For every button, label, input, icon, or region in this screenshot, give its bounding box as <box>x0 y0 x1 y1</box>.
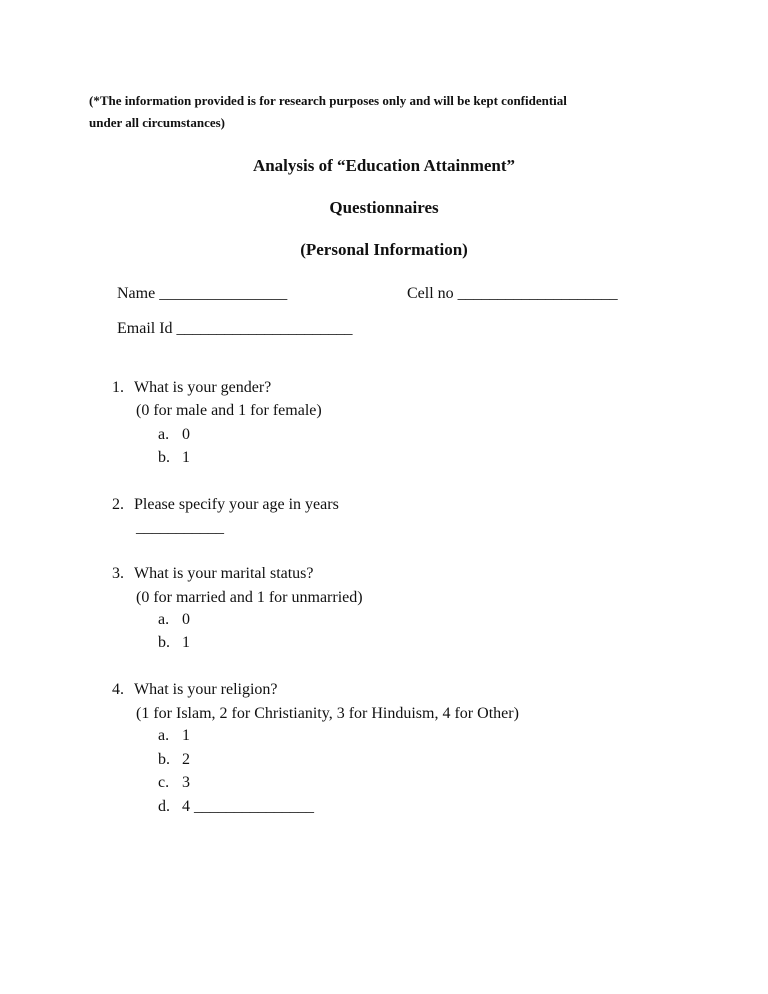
age-answer-blank[interactable]: ___________ <box>136 519 224 536</box>
question-number: 3. <box>112 565 124 582</box>
question-4-option-a[interactable] <box>158 727 190 745</box>
option-value: 1 <box>182 449 190 466</box>
disclaimer-line-2: under all circumstances) <box>89 115 226 130</box>
option-label: c. <box>158 774 170 791</box>
name-field[interactable]: Name ________________ <box>117 285 288 302</box>
option-label: a. <box>158 727 170 744</box>
disclaimer-line-1: (*The information provided is for research purposes only and will be kept confidential <box>89 93 567 108</box>
option-value: 0 <box>182 611 190 628</box>
option-label: b. <box>158 751 170 768</box>
option-value: 4 _______________ <box>182 798 314 815</box>
option-label: b. <box>158 449 170 466</box>
option-label: a. <box>158 426 170 443</box>
question-1 <box>112 379 271 397</box>
question-2 <box>112 496 339 514</box>
question-4-option-d[interactable] <box>158 798 314 816</box>
question-text: What is your religion? <box>134 681 278 698</box>
question-text: What is your marital status? <box>134 565 314 582</box>
section-heading: (Personal Information) <box>300 240 468 259</box>
option-label: a. <box>158 611 170 628</box>
option-value: 2 <box>182 751 190 768</box>
disclaimer <box>89 90 567 134</box>
question-4-note: (1 for Islam, 2 for Christianity, 3 for Hinduism, 4 for Other) <box>136 705 519 722</box>
question-text: Please specify your age in years <box>134 496 339 513</box>
option-value: 3 <box>182 774 190 791</box>
question-1-option-b[interactable] <box>158 449 190 467</box>
question-number: 4. <box>112 681 124 698</box>
question-1-option-a[interactable] <box>158 426 190 444</box>
document-title: Analysis of “Education Attainment” <box>252 156 516 175</box>
question-number: 1. <box>112 379 124 396</box>
question-3-option-b[interactable] <box>158 634 190 652</box>
document-subtitle: Questionnaires <box>329 198 439 217</box>
question-3-note: (0 for married and 1 for unmarried) <box>136 589 363 606</box>
option-value: 1 <box>182 727 190 744</box>
question-1-note: (0 for male and 1 for female) <box>136 402 322 419</box>
option-label: d. <box>158 798 170 815</box>
email-id-field[interactable]: Email Id ______________________ <box>117 320 353 337</box>
question-4 <box>112 681 278 699</box>
option-value: 1 <box>182 634 190 651</box>
question-3-option-a[interactable] <box>158 611 190 629</box>
question-4-option-c[interactable] <box>158 774 190 792</box>
question-text: What is your gender? <box>134 379 272 396</box>
question-4-option-b[interactable] <box>158 751 190 769</box>
question-number: 2. <box>112 496 124 513</box>
option-label: b. <box>158 634 170 651</box>
cell-no-field[interactable]: Cell no ____________________ <box>407 285 618 302</box>
option-value: 0 <box>182 426 190 443</box>
question-3 <box>112 565 314 583</box>
